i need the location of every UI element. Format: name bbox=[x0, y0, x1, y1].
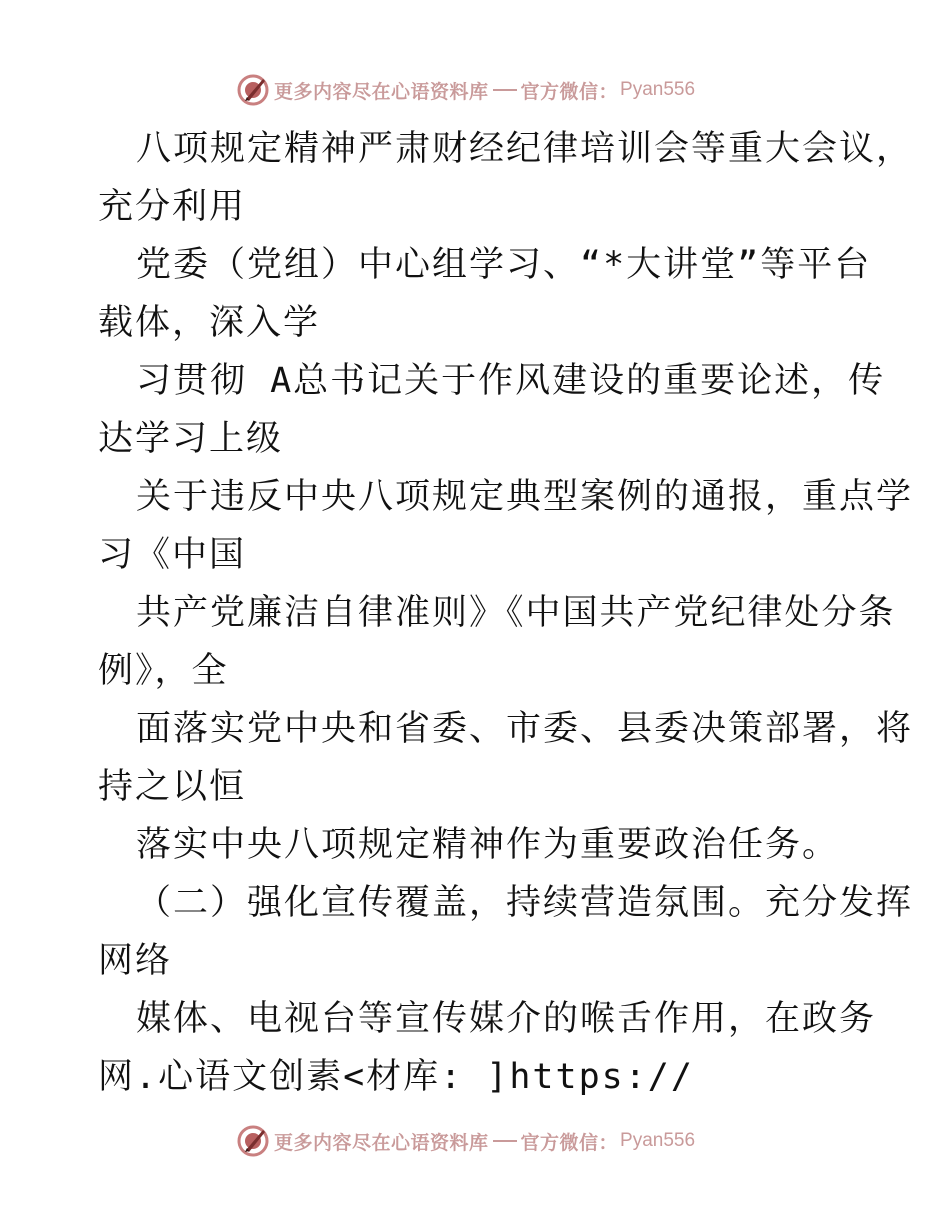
body-line: 网.心语文创素<材库: ]https:// bbox=[98, 1057, 694, 1097]
body-line: 落实中央八项规定精神作为重要政治任务。 bbox=[136, 825, 840, 865]
header-watermark bbox=[236, 73, 695, 107]
body-line: 达学习上级 bbox=[98, 419, 284, 459]
body-line: 充分利用 bbox=[98, 187, 247, 227]
body-line: （二）强化宣传覆盖，持续营造氛围。充分发挥 bbox=[136, 883, 914, 923]
watermark-wechat-id: Pyan556 bbox=[620, 79, 696, 100]
body-line: 习《中国 bbox=[98, 535, 247, 575]
footer-watermark bbox=[236, 1124, 695, 1158]
watermark-dash bbox=[493, 89, 517, 91]
body-line: 党委（党组）中心组学习、“*大讲堂”等平台 bbox=[136, 245, 872, 285]
body-line: 面落实党中央和省委、市委、县委决策部署，将 bbox=[136, 709, 914, 749]
body-line: 共产党廉洁自律准则》《中国共产党纪律处分条 bbox=[136, 593, 896, 633]
body-line: 八项规定精神严肃财经纪律培训会等重大会议， bbox=[136, 129, 914, 169]
body-line: 载体，深入学 bbox=[98, 303, 321, 343]
watermark-wechat-id: Pyan556 bbox=[620, 1130, 696, 1151]
body-line: 持之以恒 bbox=[98, 767, 247, 807]
document-body bbox=[98, 120, 914, 1106]
watermark-official-label: 官方微信： bbox=[520, 80, 619, 103]
watermark-dash bbox=[493, 1140, 517, 1142]
pen-seal-icon bbox=[236, 1124, 270, 1158]
watermark-site-text: 更多内容尽在心语资料库 bbox=[274, 1131, 489, 1154]
watermark-site-text: 更多内容尽在心语资料库 bbox=[274, 80, 489, 103]
watermark-official-label: 官方微信： bbox=[520, 1131, 619, 1154]
body-line: 媒体、电视台等宣传媒介的喉舌作用，在政务 bbox=[136, 999, 877, 1039]
body-line: 习贯彻 A总书记关于作风建设的重要论述，传 bbox=[136, 361, 886, 401]
body-line: 例》，全 bbox=[98, 651, 229, 691]
pen-seal-icon bbox=[236, 73, 270, 107]
body-line: 网络 bbox=[98, 941, 173, 981]
body-line: 关于违反中央八项规定典型案例的通报，重点学 bbox=[136, 477, 914, 517]
